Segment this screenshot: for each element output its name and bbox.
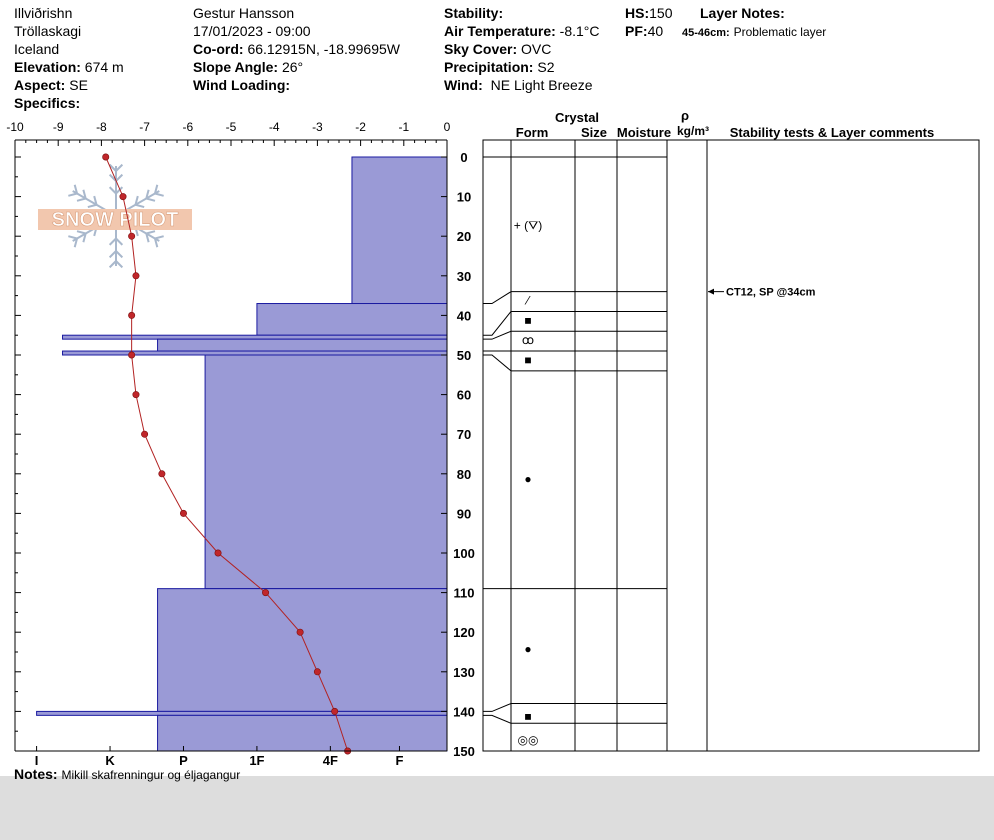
crystal-form-symbol: + (⛛) [513, 218, 543, 233]
temperature-tick-label: -9 [52, 120, 64, 134]
depth-tick-label: 140 [453, 704, 475, 720]
depth-tick-label: 40 [456, 308, 472, 324]
coord-label: Co-ord: [193, 41, 244, 57]
depth-tick-label: 70 [456, 427, 472, 443]
stability-label: Stability: [444, 5, 504, 21]
depth-tick-label: 20 [456, 229, 472, 245]
temperature-point [331, 708, 337, 714]
hardness-tick-label: 4F [322, 753, 338, 768]
wind-label: Wind: [444, 77, 483, 93]
temperature-tick-label: -8 [96, 120, 107, 134]
layer-notes-label: Layer Notes: [700, 5, 785, 21]
footer-band [0, 776, 994, 840]
temperature-point [159, 471, 165, 477]
crystal-form-symbol: ꝏ [521, 333, 535, 348]
hardness-tick-label: K [105, 753, 115, 768]
depth-tick-label: 100 [453, 546, 475, 561]
temperature-tick-label: -5 [225, 120, 237, 134]
country-name: Iceland [14, 41, 60, 57]
crystal-form-symbol: ■ [524, 352, 532, 367]
snowflake-branch [146, 231, 155, 233]
hardness-layer-bar [158, 589, 447, 712]
temperature-point [133, 391, 139, 397]
hardness-layers [37, 157, 447, 751]
snowflake-branch [88, 205, 97, 207]
temperature-point [141, 431, 147, 437]
temperature-point [103, 154, 109, 160]
layer-note-text: Problematic layer [733, 25, 827, 39]
aspect-value: SE [69, 77, 88, 93]
specifics-label: Specifics: [14, 95, 81, 111]
coord-value: 66.12915N, -18.99695W [247, 41, 400, 57]
temperature-point [262, 589, 268, 595]
comments-header: Stability tests & Layer comments [729, 125, 935, 140]
hardness-layer-bar [205, 355, 447, 589]
crystal-form-symbol: ⁄ [526, 293, 530, 308]
crystal-form-symbol: ● [524, 642, 532, 657]
crystal-form-symbol: ■ [524, 709, 532, 724]
hardness-layer-bar [37, 711, 447, 715]
depth-tick-label: 150 [453, 744, 475, 759]
sky-value: OVC [521, 41, 552, 57]
location-name: Illviðrishn [14, 5, 73, 21]
stability-test-text: CT12, SP @34cm [726, 286, 816, 299]
stability-test-annotation [708, 287, 816, 299]
wind-value: NE Light Breeze [490, 77, 593, 93]
crystal-header: Crystal [554, 110, 600, 125]
layer-table [483, 140, 979, 751]
notes-label: Notes: [14, 766, 58, 782]
layer-connector-line [483, 715, 511, 723]
slope-label: Slope Angle: [193, 59, 279, 75]
sky-label: Sky Cover: [444, 41, 518, 57]
layer-connector-line [483, 703, 511, 711]
crystal-form-symbol: ◎◎ [517, 733, 539, 748]
density-unit-header: kg/m³ [676, 124, 710, 138]
temperature-point [128, 352, 134, 358]
rho-header: ρ [680, 108, 690, 123]
logo-text: SNOW PILOT [51, 209, 179, 231]
pf-label: PF: [625, 23, 648, 39]
snowflake-branch [68, 194, 77, 196]
aspect-label: Aspect: [14, 77, 66, 93]
depth-tick-label: 120 [453, 625, 475, 641]
depth-tick-label: 10 [456, 189, 472, 205]
precip-value: S2 [537, 59, 555, 75]
snowflake-branch [155, 236, 164, 238]
observation-datetime: 17/01/2023 - 09:00 [193, 23, 311, 39]
hardness-layer-bar [158, 339, 447, 351]
size-header: Size [580, 125, 608, 140]
airtemp-value: -8.1°C [559, 23, 600, 39]
hardness-tick-label: P [179, 753, 188, 768]
snowflake-branch [155, 194, 164, 196]
depth-tick-label: 80 [456, 466, 472, 482]
crystal-form-symbol: ■ [524, 313, 532, 328]
snowflake-branch [68, 236, 77, 238]
layer-note-depth: 45-46cm: [682, 27, 730, 39]
layer-connector-line [483, 311, 511, 335]
form-header: Form [515, 125, 549, 140]
temperature-point [215, 550, 221, 556]
temperature-tick-label: -6 [182, 120, 194, 134]
hardness-layer-bar [257, 304, 447, 336]
layer-connector-line [483, 292, 511, 304]
hardness-layer-bar [158, 715, 447, 751]
temperature-tick-label: -10 [6, 120, 24, 134]
snowflake-branch [135, 205, 144, 207]
snowflake-branch [146, 199, 155, 201]
hs-value: 150 [649, 5, 673, 21]
depth-tick-label: 90 [456, 506, 472, 522]
snowflake-branch [77, 199, 86, 201]
elevation-value: 674 m [84, 59, 124, 75]
depth-tick-label: 60 [456, 387, 472, 403]
temperature-point [297, 629, 303, 635]
airtemp-label: Air Temperature: [444, 23, 556, 39]
range-name: Tröllaskagi [14, 23, 82, 39]
hardness-layer-bar [352, 157, 447, 304]
moisture-header: Moisture [616, 125, 672, 140]
temperature-tick-label: -3 [312, 120, 323, 134]
arrow-left-icon [708, 289, 714, 295]
temperature-point [314, 669, 320, 675]
hs-label: HS: [625, 5, 650, 21]
elevation-label: Elevation: [14, 59, 81, 75]
crystal-form-symbol: ● [524, 471, 532, 486]
depth-tick-label: 130 [453, 664, 475, 680]
hardness-layer-bar [63, 335, 447, 339]
slope-value: 26° [281, 59, 304, 75]
notes-value: Mikill skafrenningur og éljagangur [61, 768, 241, 782]
observer-name: Gestur Hansson [193, 5, 295, 21]
temperature-point [133, 273, 139, 279]
depth-tick-label: 0 [460, 150, 468, 165]
temperature-point [180, 510, 186, 516]
hardness-tick-label: F [395, 753, 404, 768]
temperature-tick-label: -7 [139, 120, 150, 134]
depth-tick-label: 110 [453, 585, 475, 601]
snowflake-branch [77, 231, 86, 233]
temperature-point [120, 193, 126, 199]
pf-value: 40 [647, 23, 664, 39]
temperature-point [128, 233, 134, 239]
temperature-tick-label: -4 [268, 120, 280, 134]
table-border [483, 140, 979, 751]
layer-connector-line [483, 355, 511, 371]
hardness-layer-bar [63, 351, 447, 355]
temperature-tick-label: -2 [355, 120, 366, 134]
wind-loading-label: Wind Loading: [193, 77, 291, 93]
hardness-tick-label: 1F [249, 753, 265, 768]
precip-label: Precipitation: [444, 59, 534, 75]
depth-tick-label: 50 [456, 348, 472, 363]
snowpilot-logo [38, 165, 192, 268]
depth-tick-label: 30 [456, 268, 472, 284]
hardness-tick-label: I [34, 753, 39, 768]
temperature-point [128, 312, 134, 318]
temperature-tick-label: 0 [443, 120, 451, 134]
temperature-tick-label: -1 [398, 120, 410, 134]
